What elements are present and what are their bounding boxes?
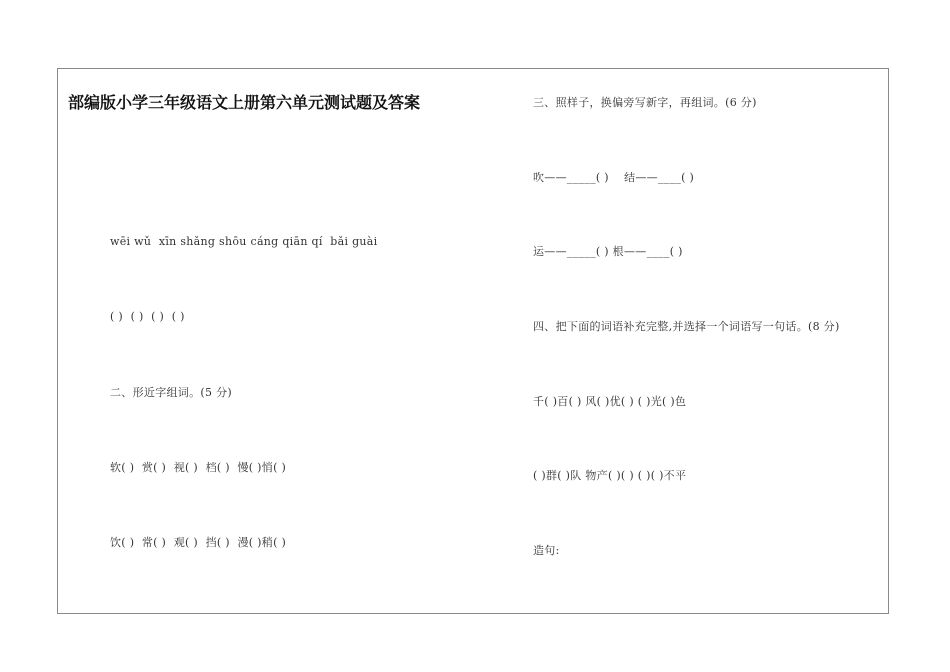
section-4-row-2: ( )群( )队 物产( )( ) ( )( )不平	[533, 469, 687, 482]
section-4-row-1: 千( )百( ) 风( )优( ) ( )光( )色	[533, 395, 687, 408]
section-3-row-2: 运——_____( ) 根——____( )	[533, 245, 683, 258]
section-2-heading: 二、形近字组词。(5 分)	[110, 386, 232, 399]
section-3-heading: 三、照样子，换偏旁写新字，再组词。(6 分)	[533, 96, 757, 109]
section-2-row-2: 饮( ) 常( ) 观( ) 挡( ) 漫( )稍( )	[110, 536, 287, 549]
section-2-row-1: 软( ) 赏( ) 视( ) 档( ) 慢( )悄( )	[110, 461, 287, 474]
section-4-heading: 四、把下面的词语补充完整,并选择一个词语写一句话。(8 分)	[533, 320, 840, 333]
document-title: 部编版小学三年级语文上册第六单元测试题及答案	[68, 93, 421, 112]
page-border	[57, 68, 889, 614]
pinyin-answer-blanks: ( ) ( ) ( ) ( )	[110, 310, 185, 323]
section-3-row-1: 吹——_____( ) 结——____( )	[533, 171, 695, 184]
pinyin-line: wēi wǔ xīn shǎng shōu cáng qiān qí bǎi guài	[110, 235, 378, 248]
sentence-label: 造句:	[533, 544, 560, 557]
